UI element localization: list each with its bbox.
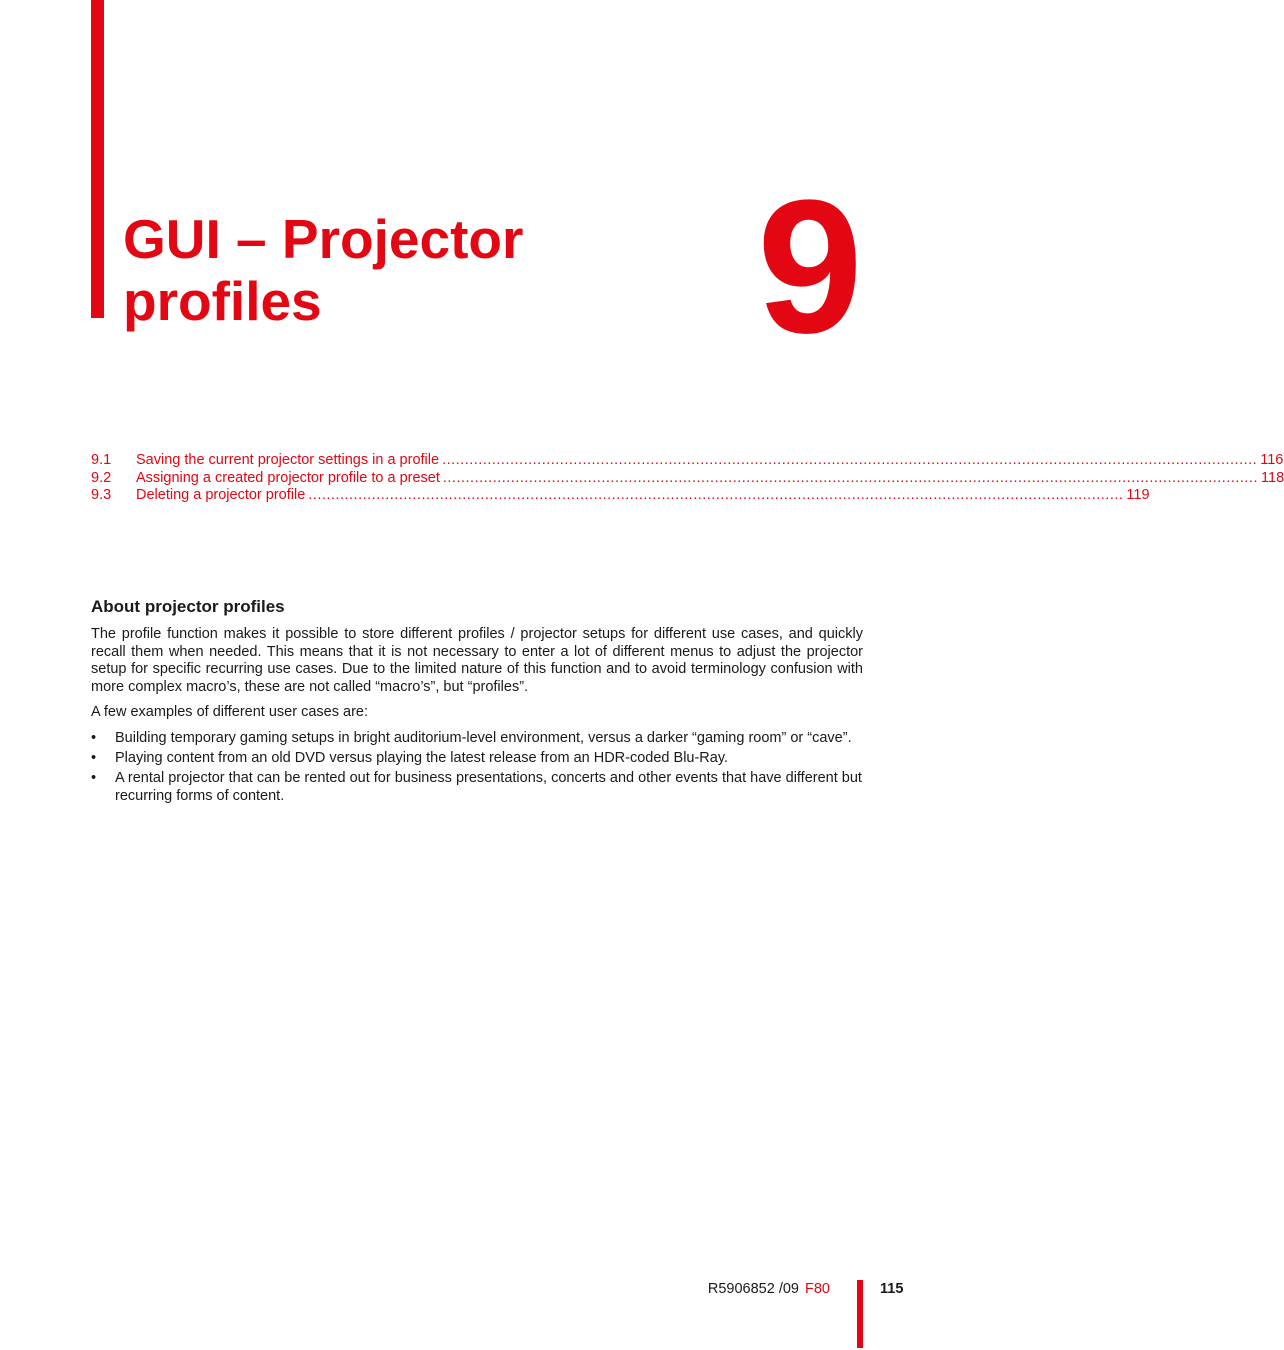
toc-entry-9-3[interactable] [91, 487, 1150, 505]
toc-dot-leader: .................................................................................................................................................................................... [308, 487, 1124, 503]
bullet-list [91, 730, 863, 805]
page-footer [0, 1280, 954, 1350]
page-number: 115 [880, 1281, 904, 1297]
bullet-icon: • [91, 750, 97, 767]
footer-accent-bar [857, 1280, 863, 1348]
list-item [91, 770, 863, 805]
chapter-number: 9 [757, 161, 863, 373]
toc-title: Saving the current projector settings in a profile [136, 452, 440, 468]
list-item-text: Playing content from an old DVD versus playing the latest release from an HDR-coded Blu-Ray. [115, 750, 729, 767]
toc-page-number: 116 [1260, 452, 1284, 468]
toc-entry-9-1[interactable] [91, 452, 1284, 470]
toc-page-number: 119 [1126, 487, 1150, 503]
section-paragraph: The profile function makes it possible to store different profiles / projector setups for different use cases, and quickly recall them when needed. This means that it is not necessary to enter a lot of different menus to adjust the projector setup for specific recurring use cases. Due to the limited nature of this function and to avoid terminology confusion with more complex macro’s, these are not called “macro’s”, but “profiles”. [91, 626, 863, 695]
list-item [91, 750, 863, 768]
bullet-icon: • [91, 770, 97, 787]
section-heading: About projector profiles [91, 597, 285, 616]
list-item-text: Building temporary gaming setups in bright auditorium-level environment, versus a darker “gaming room” or “cave”. [115, 729, 852, 746]
table-of-contents [91, 452, 1284, 505]
footer-document-id [708, 1280, 830, 1298]
list-item [91, 730, 863, 748]
chapter-title: GUI – Projector profiles [123, 208, 524, 332]
toc-title: Deleting a projector profile [136, 487, 306, 503]
toc-entry-9-2[interactable] [91, 469, 1284, 488]
toc-number: 9.3 [91, 487, 112, 503]
toc-title: Assigning a created projector profile to a preset [136, 469, 440, 486]
toc-page-number: 118 [1261, 469, 1284, 486]
bullet-icon: • [91, 729, 97, 746]
chapter-accent-bar [91, 0, 104, 318]
about-section [91, 596, 863, 808]
toc-dot-leader: .................................................................................................................................................................................... [442, 469, 1259, 486]
toc-number: 9.2 [91, 469, 112, 486]
model-name: F80 [805, 1281, 830, 1297]
section-paragraph: A few examples of different user cases are: [91, 704, 368, 721]
toc-number: 9.1 [91, 452, 112, 468]
list-item-text: A rental projector that can be rented out for business presentations, concerts and other events that have different but recurring forms of content. [115, 770, 862, 804]
document-number: R5906852 /09 [707, 1281, 799, 1297]
toc-dot-leader: .................................................................................................................................................................................... [442, 452, 1258, 468]
